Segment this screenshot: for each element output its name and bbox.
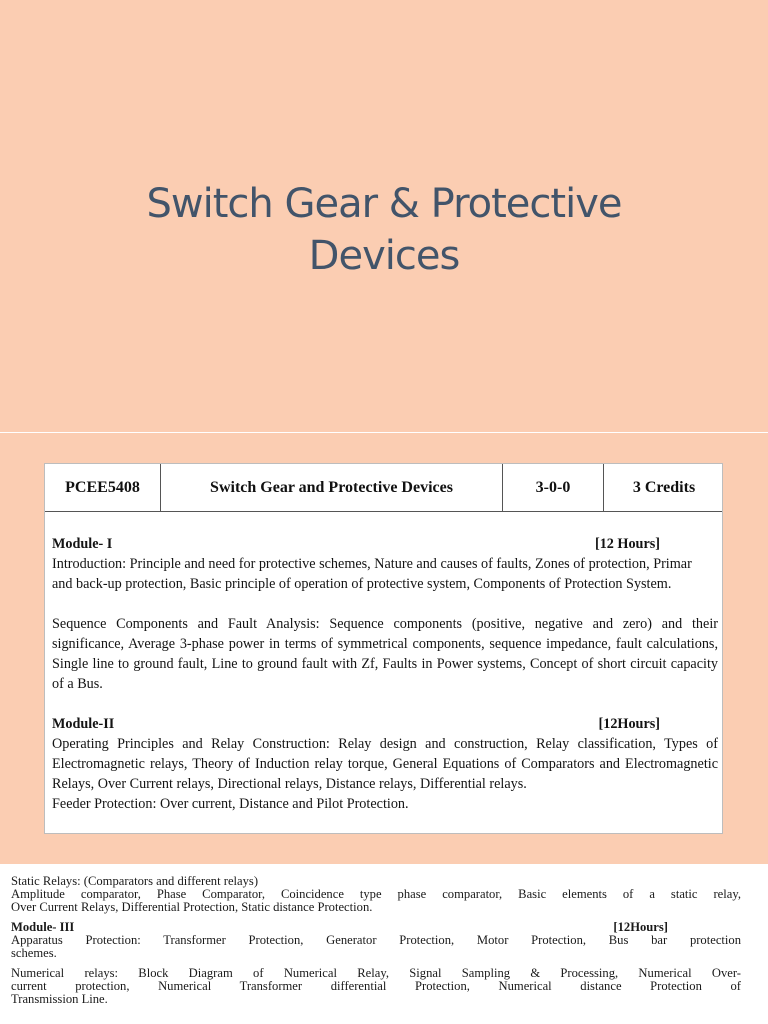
module3-heading: Module- III <box>11 920 75 934</box>
apparatus-line1: Apparatus Protection: Transformer Protection, Generator Protection, Motor Protection, Bus bar protection <box>11 933 741 947</box>
course-name: Switch Gear and Protective Devices <box>161 464 503 511</box>
course-ltp: 3-0-0 <box>503 464 604 511</box>
module1-sequence-paragraph: Sequence Components and Fault Analysis: Sequence components (positive, negative and zero) and their significance, Average 3-phase power in terms of symmetrical components, sequence impedance, fault calculations, Single line to ground fault, Line to ground fault with Zf, Faults in Power systems, Concept of short circuit capacity of a Bus. <box>52 616 718 692</box>
scanned-syllabus <box>11 875 741 1006</box>
static-relays-line1: Amplitude comparator, Phase Comparator, Coincidence type phase comparator, Basic elements of a static relay, <box>11 887 741 901</box>
module2-hours: [12Hours] <box>598 716 660 732</box>
course-code: PCEE5408 <box>45 464 161 511</box>
slide-title <box>0 178 768 282</box>
module2-heading: Module-II <box>52 716 115 732</box>
module2-heading-row <box>52 714 660 734</box>
module1-hours: [12 Hours] <box>594 536 660 552</box>
module2-feeder-paragraph: Feeder Protection: Over current, Distance and Pilot Protection. <box>52 796 409 812</box>
module2-relay-paragraph: Operating Principles and Relay Construction: Relay design and construction, Relay classification, Types of Electromagnetic relays, Theory of Induction relay torque, General Equations of Comparators and Electromagnetic Relays, Over Current relays, Directional relays, Distance relays, Differential relays. <box>52 736 718 792</box>
slide-title-line2: Devices <box>308 233 460 279</box>
syllabus-scan-slide <box>0 865 768 1024</box>
apparatus-line2: schemes. <box>11 946 57 960</box>
title-slide <box>0 0 768 432</box>
syllabus-body <box>52 534 723 814</box>
module1-heading: Module- I <box>52 536 113 552</box>
slide-title-line1: Switch Gear & Protective <box>146 181 622 227</box>
syllabus-document <box>44 463 723 834</box>
static-relays-heading: Static Relays: (Comparators and different relays) <box>11 874 259 888</box>
module1-heading-row <box>52 534 660 554</box>
module3-hours: [12Hours] <box>613 920 668 934</box>
module1-intro-line2: and back-up protection, Basic principle of operation of protective system, Components of Protection System. <box>52 576 672 592</box>
numerical-line3: Transmission Line. <box>11 992 108 1006</box>
course-credits: 3 Credits <box>632 478 696 496</box>
numerical-line1: Numerical relays: Block Diagram of Numerical Relay, Signal Sampling & Processing, Numerical Over- <box>11 966 741 980</box>
static-relays-line2: Over Current Relays, Differential Protection, Static distance Protection. <box>11 900 373 914</box>
numerical-line2: current protection, Numerical Transformer differential Protection, Numerical distance Protection of <box>11 979 741 993</box>
course-table <box>45 464 723 512</box>
module1-intro-line1: Introduction: Principle and need for protective schemes, Nature and causes of faults, Zones of protection, Primar <box>52 556 692 572</box>
